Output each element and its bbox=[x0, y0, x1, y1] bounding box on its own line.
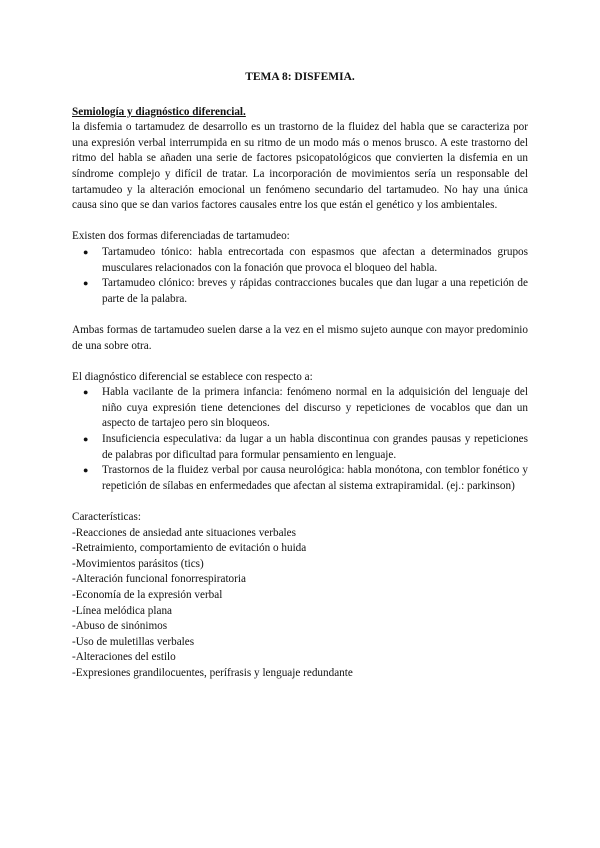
list-item-text: Tartamudeo tónico: habla entrecortada con espasmos que afectan a determinados grupos musculares relacionados con la fonación que provoca el bloqueo del habla. bbox=[102, 245, 528, 274]
characteristic-item: -Abuso de sinónimos bbox=[72, 620, 168, 633]
characteristics-title: Características: bbox=[72, 511, 141, 524]
spacer bbox=[72, 494, 528, 510]
characteristic-item: -Expresiones grandilocuentes, perífrasis y lenguaje redundante bbox=[72, 666, 353, 679]
list-item-text: Trastornos de la fluidez verbal por causa neurológica: habla monótona, con temblor fonético y repetición de sílabas en enfermedades que afectan al sistema extrapiramidal. (ej.: parkinson) bbox=[102, 464, 528, 492]
differential-intro: El diagnóstico diferencial se establece con respecto a: bbox=[72, 370, 313, 383]
section-title: Semiología y diagnóstico diferencial. bbox=[72, 105, 246, 118]
bullet-icon: ● bbox=[83, 387, 89, 398]
bullet-icon: ● bbox=[83, 278, 89, 289]
bullet-icon: ● bbox=[83, 434, 89, 445]
list-item-text: Tartamudeo clónico: breves y rápidas contracciones bucales que dan lugar a una repetición de parte de la palabra. bbox=[102, 277, 528, 305]
spacer bbox=[72, 354, 528, 370]
list-item bbox=[83, 432, 528, 463]
characteristic-item: -Alteraciones del estilo bbox=[72, 651, 176, 664]
bullet-icon: ● bbox=[83, 246, 89, 257]
document-page bbox=[72, 70, 528, 682]
characteristic-item: -Alteración funcional fonorrespiratoria bbox=[72, 573, 246, 586]
characteristic-item: -Reacciones de ansiedad ante situaciones verbales bbox=[72, 526, 296, 539]
characteristics-block bbox=[72, 510, 528, 682]
list-item bbox=[83, 463, 528, 494]
characteristic-item: -Uso de muletillas verbales bbox=[72, 635, 195, 648]
characteristic-item: -Línea melódica plana bbox=[72, 604, 173, 617]
differential-list bbox=[72, 385, 528, 494]
characteristic-item: -Economía de la expresión verbal bbox=[72, 589, 223, 601]
both-forms-paragraph: Ambas formas de tartamudeo suelen darse a la vez en el mismo sujeto aunque con mayor predominio de una sobre otra. bbox=[72, 323, 528, 352]
intro-paragraph: la disfemia o tartamudez de desarrollo es un trastorno de la fluidez del habla que se caracteriza por una expresión verbal interrumpida en su ritmo de un modo más o menos brusco. A este trastorno del ritmo del habla se añaden una serie de factores psicopatológicos que convierten la disfemia en un síndrome complejo y difícil de tratar. La incorporación de movimientos sería un responsable del tartamudeo y la alteración emocional un fenómeno secundario del tartamudeo. No hay una única causa sino que se dan varios factores causales entre los que están el genético y los ambientales. bbox=[72, 121, 528, 212]
list-item bbox=[83, 276, 528, 307]
characteristic-item: -Movimientos parásitos (tics) bbox=[72, 557, 204, 570]
document-title: TEMA 8: DISFEMIA. bbox=[245, 71, 355, 83]
characteristic-item: -Retraimiento, comportamiento de evitación o huida bbox=[72, 542, 307, 555]
spacer bbox=[72, 307, 528, 323]
spacer bbox=[72, 214, 528, 230]
list-item bbox=[83, 245, 528, 276]
forms-list bbox=[72, 245, 528, 307]
bullet-icon: ● bbox=[83, 465, 89, 476]
list-item-text: Habla vacilante de la primera infancia: fenómeno normal en la adquisición del lenguaje del niño cuya expresión tiene detenciones del discurso y repeticiones de vocablos que dan un aspecto de tartajeo pero sin bloqueos. bbox=[102, 386, 528, 430]
list-item bbox=[83, 385, 528, 432]
forms-intro: Existen dos formas diferenciadas de tartamudeo: bbox=[72, 230, 290, 243]
list-item-text: Insuficiencia especulativa: da lugar a un habla discontinua con grandes pausas y repeticiones de palabras por dificultad para formular pensamiento en lenguaje. bbox=[102, 433, 528, 461]
